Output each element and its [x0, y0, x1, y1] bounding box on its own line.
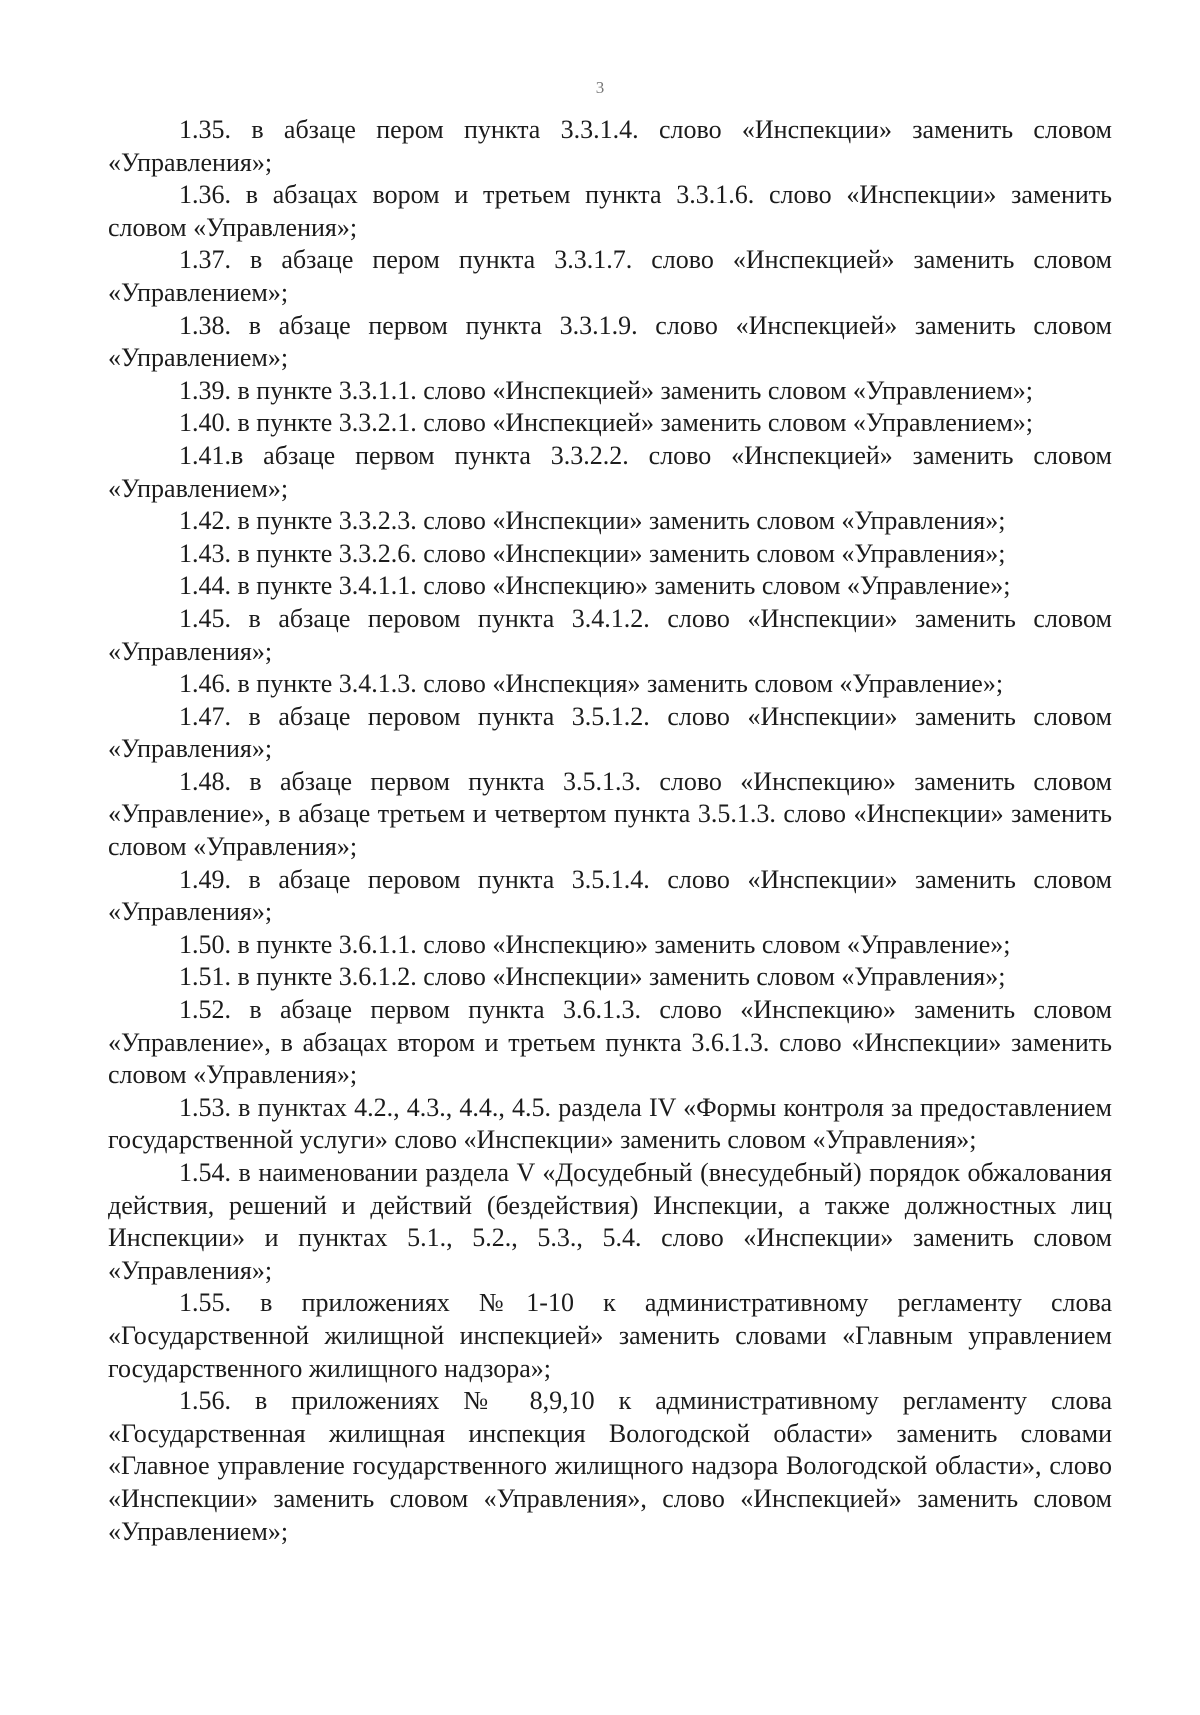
paragraph-1-43: 1.43. в пункте 3.3.2.6. слово «Инспекции» заменить словом «Управления»;	[179, 538, 1006, 568]
paragraph-1-56: 1.56. в приложениях № 8,9,10 к административному регламенту слова «Государственная жилищная инспекция Вологодской области» заменить словами «Главное управление государственного жилищного надзора Вологодской области», слово «Инспекции» заменить словом «Управления», слово «Инспекцией» заменить словом «Управлением»;	[108, 1386, 1112, 1546]
paragraph-1-49: 1.49. в абзаце перовом пункта 3.5.1.4. слово «Инспекции» заменить словом «Управления»;	[108, 864, 1112, 927]
paragraph-1-42: 1.42. в пункте 3.3.2.3. слово «Инспекции» заменить словом «Управления»;	[179, 506, 1006, 536]
paragraph-1-35: 1.35. в абзаце пером пункта 3.3.1.4. слово «Инспекции» заменить словом «Управления»;	[108, 115, 1112, 177]
paragraph-1-39: 1.39. в пункте 3.3.1.1. слово «Инспекцией» заменить словом «Управлением»;	[179, 375, 1034, 405]
paragraph-1-40: 1.40. в пункте 3.3.2.1. слово «Инспекцией» заменить словом «Управлением»;	[179, 408, 1034, 438]
paragraph-1-41: 1.41.в абзаце первом пункта 3.3.2.2. слово «Инспекцией» заменить словом «Управлением»;	[108, 440, 1112, 503]
paragraph-1-36: 1.36. в абзацах вором и третьем пункта 3.3.1.6. слово «Инспекции» заменить словом «Управления»;	[108, 180, 1112, 242]
paragraph-1-47: 1.47. в абзаце перовом пункта 3.5.1.2. слово «Инспекции» заменить словом «Управления»;	[108, 701, 1112, 764]
paragraph-1-46: 1.46. в пункте 3.4.1.3. слово «Инспекция» заменить словом «Управление»;	[179, 669, 1004, 699]
paragraph-1-37: 1.37. в абзаце пером пункта 3.3.1.7. слово «Инспекцией» заменить словом «Управлением»;	[108, 245, 1112, 307]
paragraph-1-44: 1.44. в пункте 3.4.1.1. слово «Инспекцию» заменить словом «Управление»;	[179, 571, 1011, 601]
paragraph-1-55: 1.55. в приложениях №1-10 к административному регламенту слова «Государственной жилищной инспекцией» заменить словами «Главным управлением государственного жилищного надзора»;	[108, 1288, 1112, 1383]
paragraph-1-38: 1.38. в абзаце первом пункта 3.3.1.9. слово «Инспекцией» заменить словом «Управлением»;	[108, 310, 1112, 373]
document-body	[108, 114, 1112, 1548]
paragraph-1-51: 1.51. в пункте 3.6.1.2. слово «Инспекции» заменить словом «Управления»;	[179, 962, 1006, 992]
paragraph-1-50: 1.50. в пункте 3.6.1.1. слово «Инспекцию» заменить словом «Управление»;	[179, 929, 1011, 959]
paragraph-1-52: 1.52. в абзаце первом пункта 3.6.1.3. слово «Инспекцию» заменить словом «Управление», в абзацах втором и третьем пункта 3.6.1.3. слово «Инспекции» заменить словом «Управления»;	[108, 995, 1112, 1090]
page-number: 3	[595, 78, 605, 97]
paragraph-1-53: 1.53. в пунктах 4.2., 4.3., 4.4., 4.5. раздела IV «Формы контроля за предоставлением государственной услуги» слово «Инспекции» заменить словом «Управления»;	[108, 1092, 1112, 1155]
paragraph-1-48: 1.48. в абзаце первом пункта 3.5.1.3. слово «Инспекцию» заменить словом «Управление», в абзаце третьем и четвертом пункта 3.5.1.3. слово «Инспекции» заменить словом «Управления»;	[108, 766, 1112, 862]
paragraph-1-45: 1.45. в абзаце перовом пункта 3.4.1.2. слово «Инспекции» заменить словом «Управления»;	[108, 603, 1112, 666]
paragraph-1-54: 1.54. в наименовании раздела V «Досудебный (внесудебный) порядок обжалования действия, решений и действий (бездействия) Инспекции, а также должностных лиц Инспекции» и пунктах 5.1., 5.2., 5.3., 5.4. слово «Инспекции» заменить словом «Управления»;	[108, 1158, 1112, 1285]
